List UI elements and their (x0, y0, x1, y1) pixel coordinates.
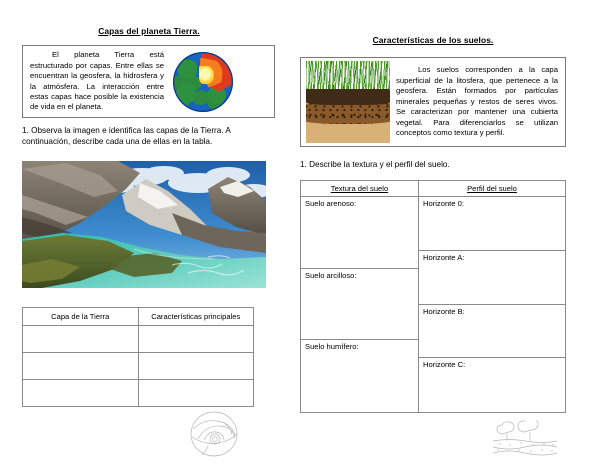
soil-profile-column (419, 181, 565, 412)
answer-cell-capa-2[interactable] (23, 353, 139, 380)
soil-answer-table (300, 180, 566, 413)
profile-cell-horizonte-b[interactable]: Horizonte B: (419, 305, 565, 359)
answer-cell-capa-1[interactable] (23, 326, 139, 353)
soil-sketch-graphic (488, 420, 562, 460)
answer-cell-caracteristicas-3[interactable] (138, 380, 254, 407)
right-question-prompt: 1. Describe la textura y el perfil del suelo. (300, 160, 450, 169)
earth-cutaway-illustration (170, 50, 236, 114)
earth-layers-grid (22, 307, 254, 407)
left-section-title: Capas del planeta Tierra. (98, 26, 200, 36)
answer-cell-caracteristicas-1[interactable] (138, 326, 254, 353)
earth-cutaway-sketch (180, 409, 248, 459)
profile-cell-horizonte-a[interactable]: Horizonte A: (419, 251, 565, 305)
table-header-row (23, 308, 254, 326)
table-row[interactable] (23, 380, 254, 407)
table-row[interactable] (23, 353, 254, 380)
texture-cell-arcilloso[interactable]: Suelo arcilloso: (301, 269, 418, 341)
soil-profile-sketch (488, 420, 562, 460)
left-question-prompt: 1. Observa la imagen e identifica las capas de la Tierra. A continuación, describe cada una de ellas en la tabla. (22, 126, 231, 146)
earth-layers-table (22, 307, 254, 407)
column-header-perfil: Perfil del suelo (419, 181, 565, 197)
texture-cell-arenoso[interactable]: Suelo arenoso: (301, 197, 418, 269)
table-row[interactable] (23, 326, 254, 353)
right-section-title: Características de los suelos. (372, 35, 494, 45)
soil-info-box (300, 57, 566, 147)
mountain-landscape-photo (22, 161, 266, 288)
earth-globe-outline (173, 52, 233, 112)
profile-cell-horizonte-0[interactable]: Horizonte 0: (419, 197, 565, 251)
texture-cell-humifero[interactable]: Suelo humífero: (305, 342, 359, 352)
column-header-caracteristicas: Características principales (138, 308, 254, 326)
earth-info-text: El planeta Tierra está estructurado por capas. Entre ellas se encuentran la geosfera, la hidrosfera y la atmósfera. La interacción entre estas capas hace posible la existencia de vida en el planeta. (30, 50, 164, 112)
soil-info-text: Los suelos corresponden a la capa superficial de la litosfera, que pertenece a la geosfera. Están formados por partículas minerales pequeñas y restos de seres vivos. Se caracterizan por mantener una cubierta vegetal. Para diferenciarlos se utilizan conceptos como textura y perfil. (396, 65, 558, 138)
landscape-photo-graphic (22, 161, 266, 288)
column-header-textura: Textura del suelo (301, 181, 418, 197)
answer-cell-caracteristicas-2[interactable] (138, 353, 254, 380)
profile-cell-horizonte-c[interactable]: Horizonte C: (423, 360, 466, 370)
soil-texture-column (301, 181, 419, 412)
earth-info-box (22, 45, 275, 118)
soil-profile-illustration (306, 61, 390, 143)
soil-grass-layer (306, 61, 390, 89)
answer-cell-capa-3[interactable] (23, 380, 139, 407)
earth-sketch-graphic (180, 409, 248, 459)
column-header-capa: Capa de la Tierra (23, 308, 139, 326)
soil-layers-graphic (306, 61, 390, 143)
